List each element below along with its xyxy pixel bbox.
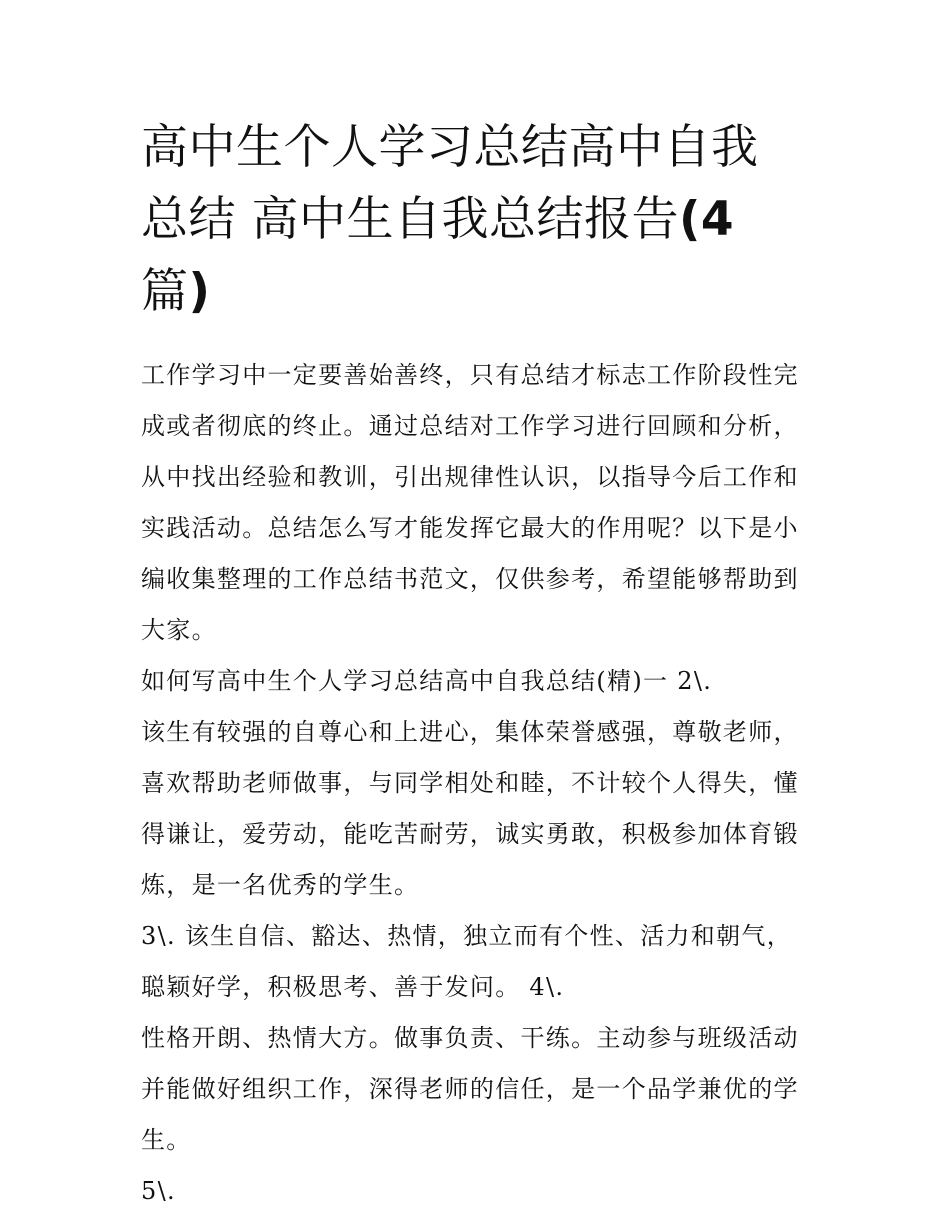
document-body: [141, 350, 816, 1217]
title-line-2: 总结 高中生自我总结报告: [141, 192, 679, 247]
title-line-2-suffix: (4: [678, 192, 735, 247]
title-line-3-suffix: ): [188, 264, 211, 319]
document-title: [141, 112, 816, 328]
paragraph-number-5: 5\.: [141, 1177, 176, 1205]
paragraph-intro: 工作学习中一定要善始善终，只有总结才标志工作阶段性完成或者彻底的终止。通过总结对工作学习进行回顾和分析，从中找出经验和教训，引出规律性认识，以指导今后工作和实践活动。总结怎么写才能发挥它最大的作用呢？以下是小编收集整理的工作总结书范文，仅供参考，希望能够帮助到大家。: [141, 361, 799, 644]
document-content: [141, 112, 816, 1217]
paragraph-comment-3: 3\. 该生自信、豁达、热情，独立而有个性、活力和朝气，聪颖好学，积极思考、善于发问。 4\.: [141, 922, 793, 1001]
paragraph-comment-2: 该生有较强的自尊心和上进心，集体荣誉感强，尊敬老师，喜欢帮助老师做事，与同学相处和睦，不计较个人得失，懂得谦让，爱劳动，能吃苦耐劳，诚实勇敢，积极参加体育锻炼，是一名优秀的学生。: [141, 718, 799, 899]
paragraph-heading-2: 如何写高中生个人学习总结高中自我总结(精)一 2\.: [141, 667, 713, 695]
title-line-3: 篇: [141, 264, 189, 319]
paragraph-comment-4: 性格开朗、热情大方。做事负责、干练。主动参与班级活动并能做好组织工作，深得老师的信任，是一个品学兼优的学生。: [141, 1024, 799, 1154]
title-line-1: 高中生个人学习总结高中自我: [141, 120, 759, 175]
